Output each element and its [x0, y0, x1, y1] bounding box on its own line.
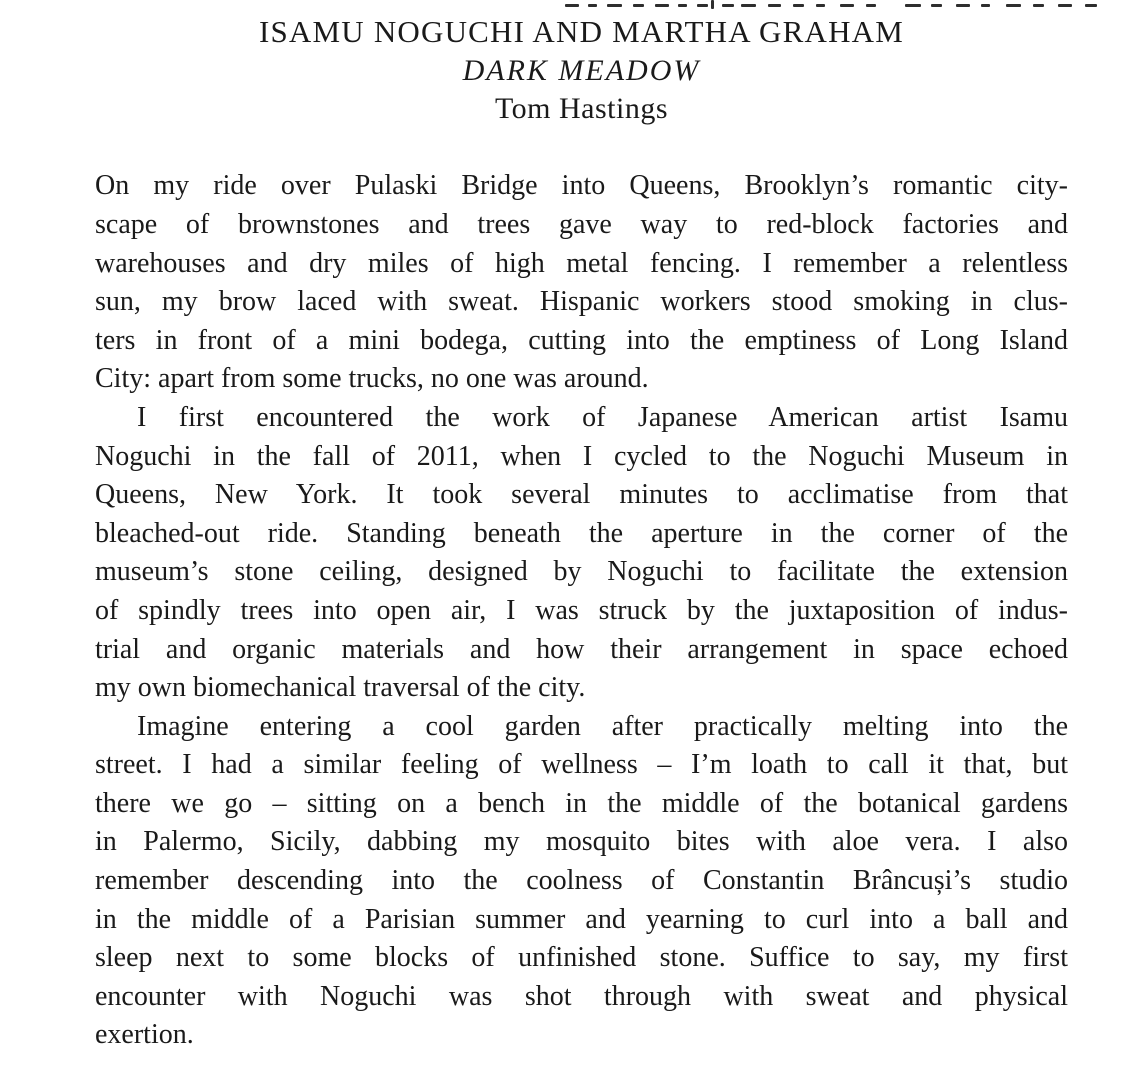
- text-line: trial and organic materials and how their arrangement in space echoed: [95, 633, 1068, 665]
- text-line: street. I had a similar feeling of wellness – I’m loath to call it that, but: [95, 749, 1068, 781]
- text-line: Queens, New York. It took several minutes to acclimatise from that: [95, 479, 1068, 511]
- text-line: sleep next to some blocks of unfinished stone. Suffice to say, my first: [95, 942, 1068, 974]
- text-line: sun, my brow laced with sweat. Hispanic workers stood smoking in clus-: [95, 286, 1068, 318]
- text-line: Imagine entering a cool garden after practically melting into the: [137, 710, 1068, 742]
- text-line: ters in front of a mini bodega, cutting into the emptiness of Long Island: [95, 324, 1068, 356]
- essay-text-block: [95, 167, 1068, 1055]
- text-line: exertion.: [95, 1019, 194, 1051]
- page-title: ISAMU NOGUCHI AND MARTHA GRAHAM: [258, 14, 905, 49]
- text-line: museum’s stone ceiling, designed by Noguchi to facilitate the extension: [95, 556, 1068, 588]
- text-line: scape of brownstones and trees gave way to red-block factories and: [95, 208, 1068, 240]
- text-line: in the middle of a Parisian summer and yearning to curl into a ball and: [95, 903, 1068, 935]
- page-header: [95, 13, 1068, 129]
- text-line: I first encountered the work of Japanese American artist Isamu: [137, 401, 1068, 433]
- text-line: warehouses and dry miles of high metal fencing. I remember a relentless: [95, 247, 1068, 279]
- text-line: in Palermo, Sicily, dabbing my mosquito bites with aloe vera. I also: [95, 826, 1068, 858]
- text-line: bleached-out ride. Standing beneath the aperture in the corner of the: [95, 517, 1068, 549]
- text-line: my own biomechanical traversal of the city.: [95, 672, 586, 704]
- text-line: remember descending into the coolness of Constantin Brâncuși’s studio: [95, 865, 1068, 897]
- text-line: Noguchi in the fall of 2011, when I cycled to the Noguchi Museum in: [95, 440, 1068, 472]
- text-line: of spindly trees into open air, I was struck by the juxtaposition of indus-: [95, 594, 1068, 626]
- page-author: Tom Hastings: [494, 92, 669, 126]
- text-line: there we go – sitting on a bench in the middle of the botanical gardens: [95, 787, 1068, 819]
- clipped-text-fragments: [0, 0, 1140, 9]
- text-line: City: apart from some trucks, no one was around.: [95, 363, 649, 395]
- text-line: On my ride over Pulaski Bridge into Queens, Brooklyn’s romantic city-: [95, 170, 1068, 202]
- text-line: encounter with Noguchi was shot through with sweat and physical: [95, 980, 1068, 1012]
- page-subtitle: DARK MEADOW: [462, 53, 701, 87]
